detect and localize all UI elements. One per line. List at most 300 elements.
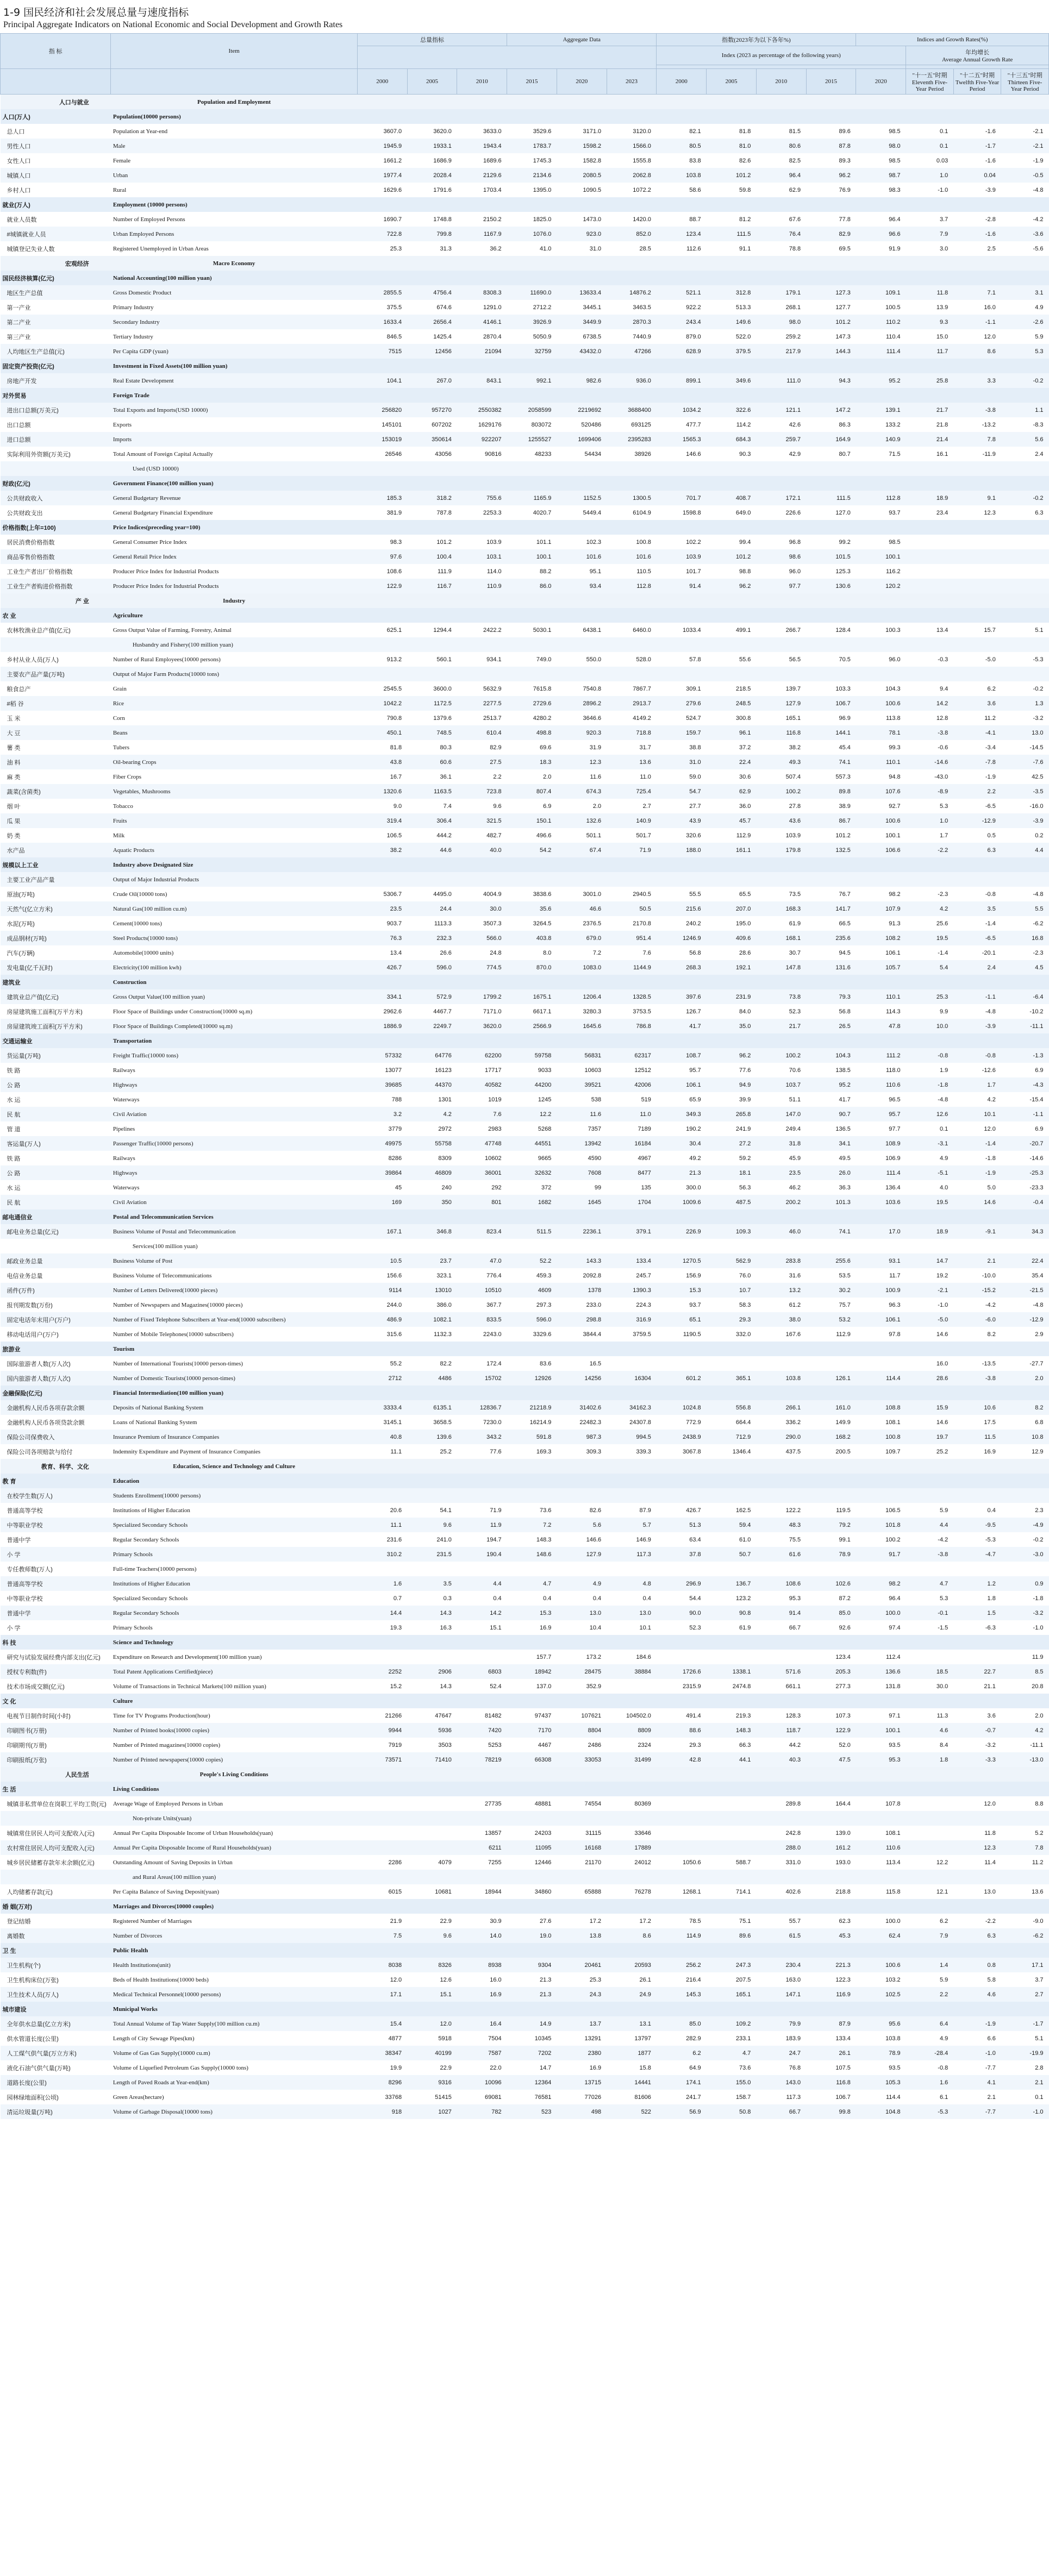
cell-value: 5936 [407, 1723, 457, 1738]
cell-value: 18.9 [906, 491, 954, 505]
cell-value: 13.2 [756, 1283, 806, 1298]
cell-value [607, 1899, 657, 1914]
cell-value: 77.6 [707, 1063, 757, 1077]
cell-value [557, 593, 607, 608]
cell-value: 101.8 [856, 1518, 906, 1532]
cell-value: 12.0 [407, 2016, 457, 2031]
cell-value: 102.5 [856, 1987, 906, 2002]
row-label-cn: 男性人口 [1, 139, 111, 153]
cell-value [856, 476, 906, 491]
cell-value: 3171.0 [557, 124, 607, 139]
cell-value: 123.2 [707, 1591, 757, 1606]
header-index-year: 2000 [657, 69, 707, 95]
cell-value: 93.7 [856, 505, 906, 520]
cell-value: 596.0 [507, 1312, 557, 1327]
cell-value: 100.1 [856, 549, 906, 564]
row-label-cn: 液化石油气供气量(万吨) [1, 2060, 111, 2075]
cell-value: 386.0 [407, 1298, 457, 1312]
cell-value [756, 1488, 806, 1503]
cell-value: 143.3 [557, 1253, 607, 1268]
table-row [1, 1165, 1049, 1180]
cell-value: 1629176 [457, 417, 507, 432]
cell-value [1001, 637, 1049, 652]
cell-value: 41.7 [657, 1019, 707, 1033]
cell-value [1001, 535, 1049, 549]
cell-value: 25.6 [906, 916, 954, 931]
cell-value: 725.4 [607, 784, 657, 799]
cell-value: 11.2 [953, 711, 1001, 725]
cell-value [953, 975, 1001, 989]
row-label-cn: 邮电业务总量(亿元) [1, 1224, 111, 1239]
cell-value: 11.7 [856, 1268, 906, 1283]
cell-value: 12.6 [906, 1107, 954, 1121]
cell-value: 18.9 [906, 1224, 954, 1239]
cell-value [756, 1239, 806, 1253]
cell-value: 99 [557, 1180, 607, 1195]
cell-value: 31.0 [657, 755, 707, 769]
cell-value: 22.4 [1001, 1253, 1049, 1268]
cell-value: 126.7 [657, 1004, 707, 1019]
cell-value: 379.5 [707, 344, 757, 359]
cell-value: -0.4 [1001, 1195, 1049, 1209]
cell-value: 923.0 [557, 227, 607, 241]
cell-value [557, 109, 607, 124]
cell-value: 69.6 [507, 740, 557, 755]
cell-value [507, 1474, 557, 1488]
cell-value: 30.0 [906, 1679, 954, 1694]
cell-value [906, 1899, 954, 1914]
cell-value: 139.1 [856, 403, 906, 417]
cell-value: -7.7 [953, 2104, 1001, 2119]
row-label-en: General Budgetary Revenue [111, 491, 358, 505]
cell-value: 26.6 [407, 945, 457, 960]
cell-value [806, 1694, 856, 1708]
cell-value: 54434 [557, 447, 607, 461]
category-row [1, 1209, 1049, 1224]
row-label-en: Highways [111, 1077, 358, 1092]
cell-value: 52.0 [806, 1738, 856, 1752]
cell-value: 8.2 [1001, 1400, 1049, 1415]
cell-value: 7.2 [507, 1518, 557, 1532]
cell-value: 31402.6 [557, 1400, 607, 1415]
cell-value: 110.9 [457, 579, 507, 593]
cell-value [457, 1386, 507, 1400]
cell-value: 674.3 [557, 784, 607, 799]
cell-value: 5.2 [1001, 1826, 1049, 1840]
cell-value: 118.0 [856, 1063, 906, 1077]
cell-value: 30.6 [707, 769, 757, 784]
cell-value: 7515 [357, 344, 407, 359]
cell-value: 1.6 [357, 1576, 407, 1591]
cell-value [557, 271, 607, 285]
cell-value: 100.2 [756, 1048, 806, 1063]
cell-value [657, 1811, 707, 1826]
cell-value: 24203 [507, 1826, 557, 1840]
cell-value: 102.2 [657, 535, 707, 549]
cell-value [953, 1488, 1001, 1503]
cell-value [657, 388, 707, 403]
cell-value: 16.4 [457, 2016, 507, 2031]
row-label-cn: 印刷报纸(万张) [1, 1752, 111, 1767]
row-label-en: Population and Employment [111, 95, 358, 110]
cell-value: 233.0 [557, 1298, 607, 1312]
table-row [1, 579, 1049, 593]
row-label-cn: 普通中学 [1, 1606, 111, 1620]
cell-value: 8296 [357, 2075, 407, 2090]
cell-value: 289.8 [756, 1796, 806, 1811]
row-label-en: Length of Paved Roads at Year-end(km) [111, 2075, 358, 2090]
cell-value: 75.7 [806, 1298, 856, 1312]
cell-value: -6.5 [953, 931, 1001, 945]
cell-value [906, 1943, 954, 1958]
cell-value: 19.9 [357, 2060, 407, 2075]
cell-value: 120.2 [856, 579, 906, 593]
category-row [1, 1782, 1049, 1796]
cell-value: 132.6 [557, 813, 607, 828]
cell-value: 40.0 [457, 843, 507, 857]
cell-value [407, 476, 457, 491]
cell-value: 14.6 [906, 1327, 954, 1342]
row-label-en: People's Living Conditions [111, 1767, 358, 1782]
cell-value: 100.3 [856, 623, 906, 637]
cell-value: 127.0 [806, 505, 856, 520]
cell-value [806, 667, 856, 681]
cell-value: 2253.3 [457, 505, 507, 520]
cell-value [407, 975, 457, 989]
cell-value: 3607.0 [357, 124, 407, 139]
cell-value [906, 637, 954, 652]
cell-value [657, 1239, 707, 1253]
cell-value: 10681 [407, 1884, 457, 1899]
cell-value: 11.9 [457, 1518, 507, 1532]
row-label-en: Expenditure on Research and Development(100 million yuan) [111, 1650, 358, 1664]
cell-value: 65.1 [657, 1312, 707, 1327]
row-label-cn: 主要农产品产量(万吨) [1, 667, 111, 681]
cell-value: 83.6 [507, 1356, 557, 1371]
cell-value: 66.5 [806, 916, 856, 931]
cell-value [357, 637, 407, 652]
cell-value: 256.2 [657, 1958, 707, 1972]
cell-value [856, 256, 906, 271]
cell-value: 7.5 [357, 1928, 407, 1943]
cell-value: 6015 [357, 1884, 407, 1899]
cell-value: 1019 [457, 1092, 507, 1107]
cell-value [953, 1474, 1001, 1488]
cell-value: 496.6 [507, 828, 557, 843]
cell-value: 136.7 [707, 1576, 757, 1591]
cell-value: 78.9 [806, 1547, 856, 1562]
cell-value [457, 1899, 507, 1914]
row-label-cn: 工业生产者出厂价格指数 [1, 564, 111, 579]
cell-value: 102.3 [557, 535, 607, 549]
row-label-cn: 就业(万人) [1, 197, 111, 212]
row-label-cn: 房地产开发 [1, 373, 111, 388]
cell-value [806, 109, 856, 124]
cell-value [806, 637, 856, 652]
cell-value: 1566.0 [607, 139, 657, 153]
cell-value: 22.9 [407, 1914, 457, 1928]
cell-value: 54.7 [657, 784, 707, 799]
cell-value: 323.1 [407, 1268, 457, 1283]
cell-value [953, 1209, 1001, 1224]
cell-value [856, 975, 906, 989]
cell-value: 130.6 [806, 579, 856, 593]
cell-value [457, 608, 507, 623]
cell-value: 4.8 [607, 1576, 657, 1591]
cell-value: 56831 [557, 1048, 607, 1063]
row-label-en: Primary Industry [111, 300, 358, 315]
table-row [1, 212, 1049, 227]
cell-value: 98.2 [856, 887, 906, 901]
cell-value: 87.2 [806, 1591, 856, 1606]
cell-value: 34.1 [806, 1136, 856, 1151]
cell-value: 367.7 [457, 1298, 507, 1312]
cell-value: 9.4 [906, 681, 954, 696]
row-label-en: Population(10000 persons) [111, 109, 358, 124]
cell-value [856, 520, 906, 535]
category-row [1, 1386, 1049, 1400]
cell-value [407, 1488, 457, 1503]
header-growth-col-en: Eleventh Five-Year Period [911, 79, 947, 92]
cell-value [953, 197, 1001, 212]
cell-value: 1555.8 [607, 153, 657, 168]
cell-value [507, 857, 557, 872]
cell-value: -23.3 [1001, 1180, 1049, 1195]
cell-value: 15.0 [906, 329, 954, 344]
cell-value: 11.8 [906, 285, 954, 300]
table-row [1, 1004, 1049, 1019]
cell-value: 10096 [457, 2075, 507, 2090]
row-label-cn: 婚 姻(万对) [1, 1899, 111, 1914]
cell-value: 521.1 [657, 285, 707, 300]
cell-value: 2870.4 [457, 329, 507, 344]
cell-value: 47748 [457, 1136, 507, 1151]
cell-value: 5.8 [953, 1972, 1001, 1987]
cell-value: 7587 [457, 2046, 507, 2060]
row-label-en: Steel Products(10000 tons) [111, 931, 358, 945]
cell-value: 85.0 [806, 1606, 856, 1620]
table-row [1, 916, 1049, 931]
cell-value [906, 1033, 954, 1048]
cell-value [657, 1650, 707, 1664]
cell-value: 100.2 [756, 784, 806, 799]
cell-value: 10.1 [953, 1107, 1001, 1121]
cell-value [953, 1342, 1001, 1356]
cell-value: 91.1 [707, 241, 757, 256]
row-label-en: Rice [111, 696, 358, 711]
cell-value [607, 1239, 657, 1253]
cell-value: 81.2 [707, 212, 757, 227]
table-row [1, 2090, 1049, 2104]
cell-value [806, 1488, 856, 1503]
cell-value: 8286 [357, 1151, 407, 1165]
cell-value: 15702 [457, 1371, 507, 1386]
cell-value: 111.2 [856, 1048, 906, 1063]
cell-value [457, 1459, 507, 1474]
cell-value: 26546 [357, 447, 407, 461]
cell-value [507, 1782, 557, 1796]
section-row [1, 256, 1049, 271]
cell-value: 823.4 [457, 1224, 507, 1239]
category-row [1, 476, 1049, 491]
cell-value [953, 1943, 1001, 1958]
cell-value: 701.7 [657, 491, 707, 505]
cell-value: 100.6 [856, 813, 906, 828]
cell-value [707, 593, 757, 608]
cell-value: 245.7 [607, 1268, 657, 1283]
cell-value [657, 1033, 707, 1048]
cell-value: 2376.5 [557, 916, 607, 931]
cell-value: 25.2 [407, 1444, 457, 1459]
cell-value: 23.4 [906, 505, 954, 520]
cell-value: 15.1 [407, 1987, 457, 2002]
row-label-en: Producer Price Index for Industrial Products [111, 564, 358, 579]
cell-value [806, 256, 856, 271]
cell-value: 5.6 [557, 1518, 607, 1532]
cell-value: 20.6 [357, 1503, 407, 1518]
cell-value: 0.4 [507, 1591, 557, 1606]
cell-value [953, 1782, 1001, 1796]
cell-value [856, 461, 906, 476]
cell-value: 55.5 [657, 887, 707, 901]
row-label-en: Registered Number of Marriages [111, 1914, 358, 1928]
cell-value [657, 476, 707, 491]
cell-value: 982.6 [557, 373, 607, 388]
cell-value: -3.4 [953, 740, 1001, 755]
cell-value: 8.4 [906, 1738, 954, 1752]
cell-value: 15.3 [657, 1283, 707, 1298]
cell-value: -1.4 [953, 916, 1001, 931]
table-row [1, 1503, 1049, 1518]
cell-value: -16.0 [1001, 799, 1049, 813]
row-label-cn: 民 航 [1, 1107, 111, 1121]
cell-value [457, 256, 507, 271]
row-label-en: Electricity(100 million kwh) [111, 960, 358, 975]
cell-value: 10510 [457, 1283, 507, 1298]
cell-value: -4.2 [1001, 212, 1049, 227]
cell-value: -2.1 [906, 1283, 954, 1298]
cell-value: 59.0 [657, 769, 707, 784]
cell-value: 661.1 [756, 1679, 806, 1694]
cell-value: 87.9 [806, 2016, 856, 2031]
cell-value: 3633.0 [457, 124, 507, 139]
cell-value [407, 1459, 457, 1474]
cell-value [906, 1239, 954, 1253]
cell-value: 50.5 [607, 901, 657, 916]
cell-value [657, 1635, 707, 1650]
cell-value [1001, 1899, 1049, 1914]
row-label-cn: 小 学 [1, 1620, 111, 1635]
cell-value: -0.8 [906, 1048, 954, 1063]
cell-value: 29.3 [707, 1312, 757, 1327]
cell-value: 168.1 [756, 931, 806, 945]
cell-value [953, 579, 1001, 593]
cell-value [457, 1650, 507, 1664]
row-label-en: Number of Printed magazines(10000 copies) [111, 1738, 358, 1752]
cell-value [806, 1459, 856, 1474]
cell-value: 132.5 [806, 843, 856, 857]
cell-value: 6.1 [906, 2090, 954, 2104]
cell-value [1001, 1239, 1049, 1253]
cell-value: 169.3 [507, 1444, 557, 1459]
cell-value: 1686.9 [407, 153, 457, 168]
row-label-en: Length of City Sewage Pipes(km) [111, 2031, 358, 2046]
cell-value: 100.1 [507, 549, 557, 564]
cell-value: 123.4 [806, 1650, 856, 1664]
row-label-en: Population at Year-end [111, 124, 358, 139]
row-label-en: Freight Traffic(10000 tons) [111, 1048, 358, 1063]
cell-value: 76.4 [756, 227, 806, 241]
cell-value: 2486 [557, 1738, 607, 1752]
cell-value: 749.0 [507, 652, 557, 667]
cell-value [953, 388, 1001, 403]
cell-value: 100.6 [856, 1958, 906, 1972]
cell-value [457, 857, 507, 872]
cell-value [457, 1562, 507, 1576]
row-label-cn: 粮食总产 [1, 681, 111, 696]
cell-value: 35.0 [707, 1019, 757, 1033]
table-row [1, 1870, 1049, 1884]
row-label-cn: 大 豆 [1, 725, 111, 740]
cell-value: 111.5 [806, 491, 856, 505]
row-label-en: Producer Price Index for Industrial Products [111, 579, 358, 593]
cell-value: 4.9 [557, 1576, 607, 1591]
cell-value: 135 [607, 1180, 657, 1195]
cell-value: 119.5 [806, 1503, 856, 1518]
cell-value [1001, 271, 1049, 285]
cell-value [557, 2002, 607, 2016]
row-label-en: Floor Space of Buildings Completed(10000 sq.m) [111, 1019, 358, 1033]
cell-value: 7.6 [607, 945, 657, 960]
cell-value: 2.4 [953, 960, 1001, 975]
row-label-en: Number of Domestic Tourists(10000 person-times) [111, 1371, 358, 1386]
cell-value: 57.8 [657, 652, 707, 667]
cell-value: -0.2 [1001, 373, 1049, 388]
category-row [1, 1474, 1049, 1488]
cell-value: 108.6 [357, 564, 407, 579]
cell-value [557, 1033, 607, 1048]
row-label-cn: 实际利用外资额(万美元) [1, 447, 111, 461]
header-index-spacer [657, 65, 906, 69]
cell-value: 127.9 [557, 1547, 607, 1562]
cell-value: 122.9 [357, 579, 407, 593]
table-row [1, 2060, 1049, 2075]
row-label-cn: 离婚数 [1, 1928, 111, 1943]
cell-value [707, 1650, 757, 1664]
table-row [1, 461, 1049, 476]
cell-value [906, 857, 954, 872]
cell-value: -0.7 [953, 1723, 1001, 1738]
cell-value: 3844.4 [557, 1327, 607, 1342]
cell-value [806, 95, 856, 110]
table-row [1, 828, 1049, 843]
cell-value: 65.9 [657, 1092, 707, 1107]
cell-value: 18.3 [507, 755, 557, 769]
cell-value: -1.8 [953, 1151, 1001, 1165]
cell-value: 39521 [557, 1077, 607, 1092]
row-label-en: Male [111, 139, 358, 153]
cell-value: 12.9 [1001, 1444, 1049, 1459]
cell-value [507, 1459, 557, 1474]
table-row [1, 139, 1049, 153]
cell-value: -4.9 [1001, 1518, 1049, 1532]
cell-value: 28475 [557, 1664, 607, 1679]
cell-value: 139.0 [806, 1826, 856, 1840]
cell-value: 48233 [507, 447, 557, 461]
cell-value: 107.5 [806, 2060, 856, 2075]
cell-value: 95.3 [856, 1752, 906, 1767]
cell-value: 0.4 [457, 1591, 507, 1606]
